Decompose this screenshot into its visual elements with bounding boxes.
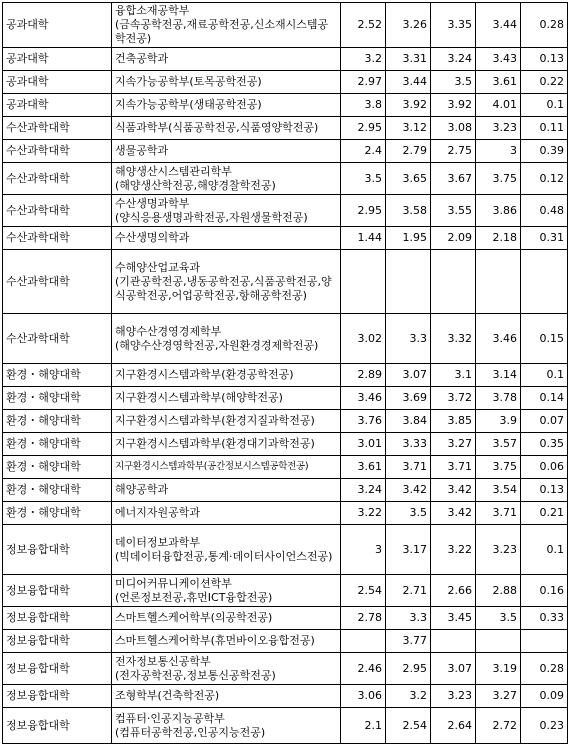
value-cell: 3.19 (476, 653, 521, 685)
table-row (3, 456, 568, 479)
value-cell: 0.31 (521, 227, 568, 250)
value-cell: 2.95 (386, 653, 431, 685)
table-row (3, 314, 568, 364)
department-cell: 건축공학과 (112, 48, 341, 71)
value-cell: 2.54 (341, 575, 386, 607)
value-cell: 0.11 (521, 117, 568, 140)
value-cell: 2.97 (341, 71, 386, 94)
table-row (3, 117, 568, 140)
value-cell: 3.65 (386, 163, 431, 195)
value-cell: 3.5 (431, 71, 476, 94)
value-cell: 3.33 (386, 433, 431, 456)
value-cell: 2.72 (476, 708, 521, 744)
value-cell: 3.01 (341, 433, 386, 456)
value-cell: 1.95 (386, 227, 431, 250)
college-cell: 정보융합대학 (3, 653, 112, 685)
department-cell: 해양생산시스템관리학부 (해양생산학전공,해양경찰학전공) (112, 163, 341, 195)
table-row (3, 653, 568, 685)
value-cell: 3.3 (386, 607, 431, 630)
value-cell (341, 250, 386, 314)
value-cell: 3.58 (386, 195, 431, 227)
college-cell: 수산과학대학 (3, 140, 112, 163)
value-cell: 0.09 (521, 685, 568, 708)
value-cell: 3.86 (476, 195, 521, 227)
value-cell: 3.22 (431, 525, 476, 575)
value-cell: 0.07 (521, 410, 568, 433)
value-cell: 2.71 (386, 575, 431, 607)
value-cell: 3.2 (386, 685, 431, 708)
department-cell: 컴퓨터·인공지능공학부 (컴퓨터공학전공,인공지능전공) (112, 708, 341, 744)
value-cell: 0.1 (521, 94, 568, 117)
value-cell: 3.92 (431, 94, 476, 117)
value-cell: 3.45 (431, 607, 476, 630)
value-cell: 3.55 (431, 195, 476, 227)
value-cell: 3.27 (476, 685, 521, 708)
table-row (3, 433, 568, 456)
table-row (3, 71, 568, 94)
value-cell: 3.5 (386, 502, 431, 525)
value-cell: 0.13 (521, 48, 568, 71)
value-cell: 0.22 (521, 71, 568, 94)
value-cell (431, 250, 476, 314)
department-cell: 지구환경시스템과학부(환경공학전공) (112, 364, 341, 387)
value-cell: 2.46 (341, 653, 386, 685)
value-cell: 0.12 (521, 163, 568, 195)
value-cell: 3.02 (341, 314, 386, 364)
value-cell (521, 630, 568, 653)
value-cell: 3.22 (341, 502, 386, 525)
value-cell: 3.71 (476, 502, 521, 525)
value-cell: 0.39 (521, 140, 568, 163)
department-cell: 에너지자원공학과 (112, 502, 341, 525)
college-cell: 수산과학대학 (3, 117, 112, 140)
value-cell: 2.09 (431, 227, 476, 250)
table-row (3, 685, 568, 708)
value-cell: 0.06 (521, 456, 568, 479)
value-cell: 3.84 (386, 410, 431, 433)
value-cell: 3.75 (476, 456, 521, 479)
college-cell: 환경・해양대학 (3, 364, 112, 387)
department-cell: 생물공학과 (112, 140, 341, 163)
value-cell: 2.52 (341, 3, 386, 48)
table-row (3, 708, 568, 744)
table-row (3, 48, 568, 71)
value-cell: 3.92 (386, 94, 431, 117)
value-cell: 2.4 (341, 140, 386, 163)
value-cell: 0.28 (521, 3, 568, 48)
department-cell: 지구환경시스템과학부(환경대기과학전공) (112, 433, 341, 456)
value-cell: 2.78 (341, 607, 386, 630)
table-row (3, 387, 568, 410)
value-cell: 3.31 (386, 48, 431, 71)
college-cell: 수산과학대학 (3, 163, 112, 195)
department-cell: 융합소재공학부 (금속공학전공,재료공학전공,신소재시스템공학전공) (112, 3, 341, 48)
table-row (3, 3, 568, 48)
value-cell: 2.88 (476, 575, 521, 607)
table-row (3, 502, 568, 525)
value-cell: 3.46 (341, 387, 386, 410)
college-cell: 수산과학대학 (3, 314, 112, 364)
value-cell: 2.64 (431, 708, 476, 744)
value-cell (476, 630, 521, 653)
value-cell: 3.1 (431, 364, 476, 387)
college-cell: 환경・해양대학 (3, 479, 112, 502)
value-cell: 2.18 (476, 227, 521, 250)
department-cell: 지속가능공학부(생태공학전공) (112, 94, 341, 117)
value-cell: 3.43 (476, 48, 521, 71)
department-cell: 지구환경시스템과학부(환경지질과학전공) (112, 410, 341, 433)
value-cell: 3.67 (431, 163, 476, 195)
college-cell: 수산과학대학 (3, 227, 112, 250)
value-cell: 3.44 (476, 3, 521, 48)
college-cell: 공과대학 (3, 94, 112, 117)
department-cell: 수산생명과학부 (양식응용생명과학전공,자원생물학전공) (112, 195, 341, 227)
department-cell: 전자정보통신공학부 (전자공학전공,정보통신공학전공) (112, 653, 341, 685)
value-cell: 3.14 (476, 364, 521, 387)
value-cell: 0.33 (521, 607, 568, 630)
table-row (3, 364, 568, 387)
department-cell: 지구환경시스템과학부(해양학전공) (112, 387, 341, 410)
value-cell: 3.3 (386, 314, 431, 364)
department-cell: 지속가능공학부(토목공학전공) (112, 71, 341, 94)
table-row (3, 630, 568, 653)
table-row (3, 607, 568, 630)
value-cell: 3.24 (431, 48, 476, 71)
value-cell: 0.16 (521, 575, 568, 607)
value-cell: 2.95 (341, 195, 386, 227)
value-cell: 3.76 (341, 410, 386, 433)
value-cell: 3.24 (341, 479, 386, 502)
value-cell: 3.23 (476, 117, 521, 140)
college-cell: 수산과학대학 (3, 250, 112, 314)
college-cell: 환경・해양대학 (3, 387, 112, 410)
value-cell: 3 (476, 140, 521, 163)
department-cell: 지구환경시스템과학부(공간정보시스템공학전공) (112, 456, 341, 479)
department-cell: 해양수산경영경제학부 (해양수산경영학전공,자원환경경제학전공) (112, 314, 341, 364)
college-cell: 정보융합대학 (3, 630, 112, 653)
value-cell: 3.2 (341, 48, 386, 71)
table-row (3, 479, 568, 502)
table-row (3, 250, 568, 314)
value-cell (386, 250, 431, 314)
value-cell: 3.23 (431, 685, 476, 708)
value-cell: 3.61 (476, 71, 521, 94)
value-cell: 0.1 (521, 364, 568, 387)
value-cell: 3.35 (431, 3, 476, 48)
grade-table-body (3, 3, 568, 744)
value-cell: 0.48 (521, 195, 568, 227)
value-cell: 3.54 (476, 479, 521, 502)
value-cell (476, 250, 521, 314)
value-cell: 2.75 (431, 140, 476, 163)
value-cell: 4.01 (476, 94, 521, 117)
college-cell: 환경・해양대학 (3, 410, 112, 433)
value-cell: 3.9 (476, 410, 521, 433)
table-row (3, 227, 568, 250)
value-cell: 3.57 (476, 433, 521, 456)
value-cell: 3.71 (431, 456, 476, 479)
value-cell: 3.5 (476, 607, 521, 630)
value-cell (341, 630, 386, 653)
value-cell: 3.06 (341, 685, 386, 708)
table-row (3, 525, 568, 575)
college-cell: 정보융합대학 (3, 525, 112, 575)
college-cell: 공과대학 (3, 3, 112, 48)
value-cell: 0.1 (521, 525, 568, 575)
value-cell: 3.12 (386, 117, 431, 140)
value-cell: 3.75 (476, 163, 521, 195)
college-cell: 환경・해양대학 (3, 433, 112, 456)
value-cell: 3.61 (341, 456, 386, 479)
value-cell: 3.26 (386, 3, 431, 48)
department-cell: 스마트헬스케어학부(의공학전공) (112, 607, 341, 630)
department-cell: 조형학부(건축학전공) (112, 685, 341, 708)
value-cell: 0.23 (521, 708, 568, 744)
value-cell: 3.78 (476, 387, 521, 410)
value-cell: 3.07 (386, 364, 431, 387)
value-cell: 3.07 (431, 653, 476, 685)
value-cell: 3.46 (476, 314, 521, 364)
value-cell (521, 250, 568, 314)
value-cell: 2.54 (386, 708, 431, 744)
value-cell: 3.85 (431, 410, 476, 433)
value-cell: 3.27 (431, 433, 476, 456)
college-cell: 환경・해양대학 (3, 502, 112, 525)
value-cell: 2.89 (341, 364, 386, 387)
value-cell: 3.5 (341, 163, 386, 195)
value-cell: 2.95 (341, 117, 386, 140)
college-cell: 수산과학대학 (3, 195, 112, 227)
value-cell: 3.8 (341, 94, 386, 117)
department-cell: 데이터정보과학부 (빅데이터융합전공,통계·데이터사이언스전공) (112, 525, 341, 575)
college-cell: 정보융합대학 (3, 575, 112, 607)
value-cell: 3.32 (431, 314, 476, 364)
value-cell: 0.35 (521, 433, 568, 456)
value-cell: 3.08 (431, 117, 476, 140)
table-row (3, 575, 568, 607)
value-cell: 3.42 (386, 479, 431, 502)
value-cell: 0.28 (521, 653, 568, 685)
value-cell: 0.21 (521, 502, 568, 525)
department-cell: 식품과학부(식품공학전공,식품영양학전공) (112, 117, 341, 140)
college-cell: 공과대학 (3, 71, 112, 94)
value-cell: 3.77 (386, 630, 431, 653)
value-cell: 3.17 (386, 525, 431, 575)
department-cell: 스마트헬스케어학부(휴먼바이오융합전공) (112, 630, 341, 653)
value-cell: 0.14 (521, 387, 568, 410)
value-cell: 3.69 (386, 387, 431, 410)
value-cell: 2.1 (341, 708, 386, 744)
department-cell: 수산생명의학과 (112, 227, 341, 250)
value-cell: 3.42 (431, 502, 476, 525)
table-row (3, 410, 568, 433)
value-cell: 3.42 (431, 479, 476, 502)
value-cell: 3.23 (476, 525, 521, 575)
value-cell: 2.66 (431, 575, 476, 607)
value-cell: 0.15 (521, 314, 568, 364)
value-cell: 3 (341, 525, 386, 575)
value-cell: 3.44 (386, 71, 431, 94)
department-cell: 수해양산업교육과 (기관공학전공,냉동공학전공,식품공학전공,양식공학전공,어업공학전공,항해공학전공) (112, 250, 341, 314)
college-cell: 정보융합대학 (3, 685, 112, 708)
table-row (3, 195, 568, 227)
college-cell: 공과대학 (3, 48, 112, 71)
department-cell: 미디어커뮤니케이션학부 (언론정보전공,휴먼ICT융합전공) (112, 575, 341, 607)
table-row (3, 163, 568, 195)
grade-table (2, 2, 568, 744)
table-row (3, 140, 568, 163)
value-cell: 3.72 (431, 387, 476, 410)
value-cell: 3.71 (386, 456, 431, 479)
college-cell: 정보융합대학 (3, 607, 112, 630)
table-row (3, 94, 568, 117)
value-cell (431, 630, 476, 653)
college-cell: 환경・해양대학 (3, 456, 112, 479)
department-cell: 해양공학과 (112, 479, 341, 502)
college-cell: 정보융합대학 (3, 708, 112, 744)
value-cell: 0.13 (521, 479, 568, 502)
value-cell: 1.44 (341, 227, 386, 250)
value-cell: 2.79 (386, 140, 431, 163)
